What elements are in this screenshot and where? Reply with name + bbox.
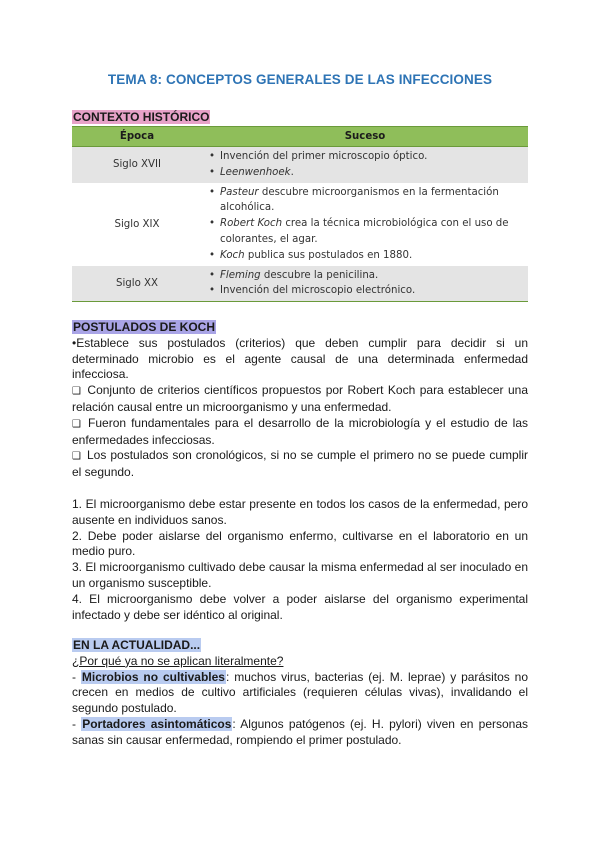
postulados-bullet: ❑ Fueron fundamentales para el desarrollo de la microbiología y el estudio de las enfermedades infecciosas. [72,415,529,447]
postulados-section [72,320,528,623]
epoca-cell: Siglo XVII [72,147,202,183]
list-item: • Fleming descubre la penicilina. [220,268,524,284]
table-row [72,147,528,183]
postulados-bullet: ❑ Los postulados son cronológicos, si no se cumple el primero no se puede cumplir el segundo. [72,448,528,480]
term-highlight: Microbios no cultivables [81,669,225,684]
list-item: • Robert Koch crea la técnica microbiológica con el uso de colorantes, el agar. [220,216,524,248]
checkbox-bullet-icon: ❑ [72,386,81,398]
actualidad-item: - Portadores asintomáticos: Algunos patógenos (ej. H. pylori) viven en personas sanas sin causar enfermedad, rompiendo el primer postulado. [72,716,529,747]
epoca-cell: Siglo XX [72,266,202,302]
header-suceso: Suceso [202,127,528,147]
checkbox-bullet-icon: ❑ [72,418,81,430]
document-title: TEMA 8: CONCEPTOS GENERALES DE LAS INFECCIONES [107,72,493,87]
postulados-intro: •Establece sus postulados (criterios) que deben cumplir para decidir si un determinado microbio es el agente causal de una determinada enfermedad infecciosa. [72,335,528,382]
suceso-cell [202,183,528,266]
actualidad-section [72,638,528,749]
term-highlight: Portadores asintomáticos [82,716,232,731]
table-row [72,266,528,302]
suceso-cell [202,147,528,183]
postulados-bullet: ❑ Conjunto de criterios científicos propuestos por Robert Koch para establecer una relación causal entre un microorganismo y una enfermedad. [72,383,528,414]
list-item: • Invención del primer microscopio óptico. [220,149,524,165]
list-item: • Pasteur descubre microorganismos en la fermentación alcohólica. [220,185,524,217]
actualidad-heading: EN LA ACTUALIDAD... [73,638,201,652]
list-item: • Leenwenhoek. [220,165,524,181]
list-item: • Koch publica sus postulados en 1880. [220,248,524,264]
table-header-row [72,127,528,147]
contexto-heading: CONTEXTO HISTÓRICO [73,110,210,124]
epoca-cell: Siglo XIX [114,218,160,230]
postulado-1: 1. El microorganismo debe estar presente en todos los casos de la enfermedad, pero ausente en individuos sanos. [72,496,528,527]
header-epoca: Época [72,127,202,147]
postulado-2: 2. Debe poder aislarse del organismo enfermo, cultivarse en el laboratorio en un medio puro. [72,528,528,559]
postulados-heading: POSTULADOS DE KOCH [73,320,216,334]
suceso-cell [202,266,528,302]
list-item: • Invención del microscopio electrónico. [220,283,524,299]
actualidad-question: ¿Por qué ya no se aplican literalmente? [72,653,284,668]
checkbox-bullet-icon: ❑ [72,451,81,463]
actualidad-item: - Microbios no cultivables: muchos virus, bacterias (ej. M. leprae) y parásitos no crecen en medios de cultivo artificiales (requieren células vivas), invalidando el segundo postulado. [72,669,528,716]
postulado-3: 3. El microorganismo cultivado debe causar la misma enfermedad al ser inoculado en un organismo susceptible. [72,560,528,590]
table-row [72,183,528,266]
postulado-4: 4. El microorganismo debe volver a poder aislarse del organismo experimental infectado y debe ser idéntico al original. [72,591,528,622]
historical-context-table [72,126,528,302]
contexto-heading-wrap [72,108,210,126]
